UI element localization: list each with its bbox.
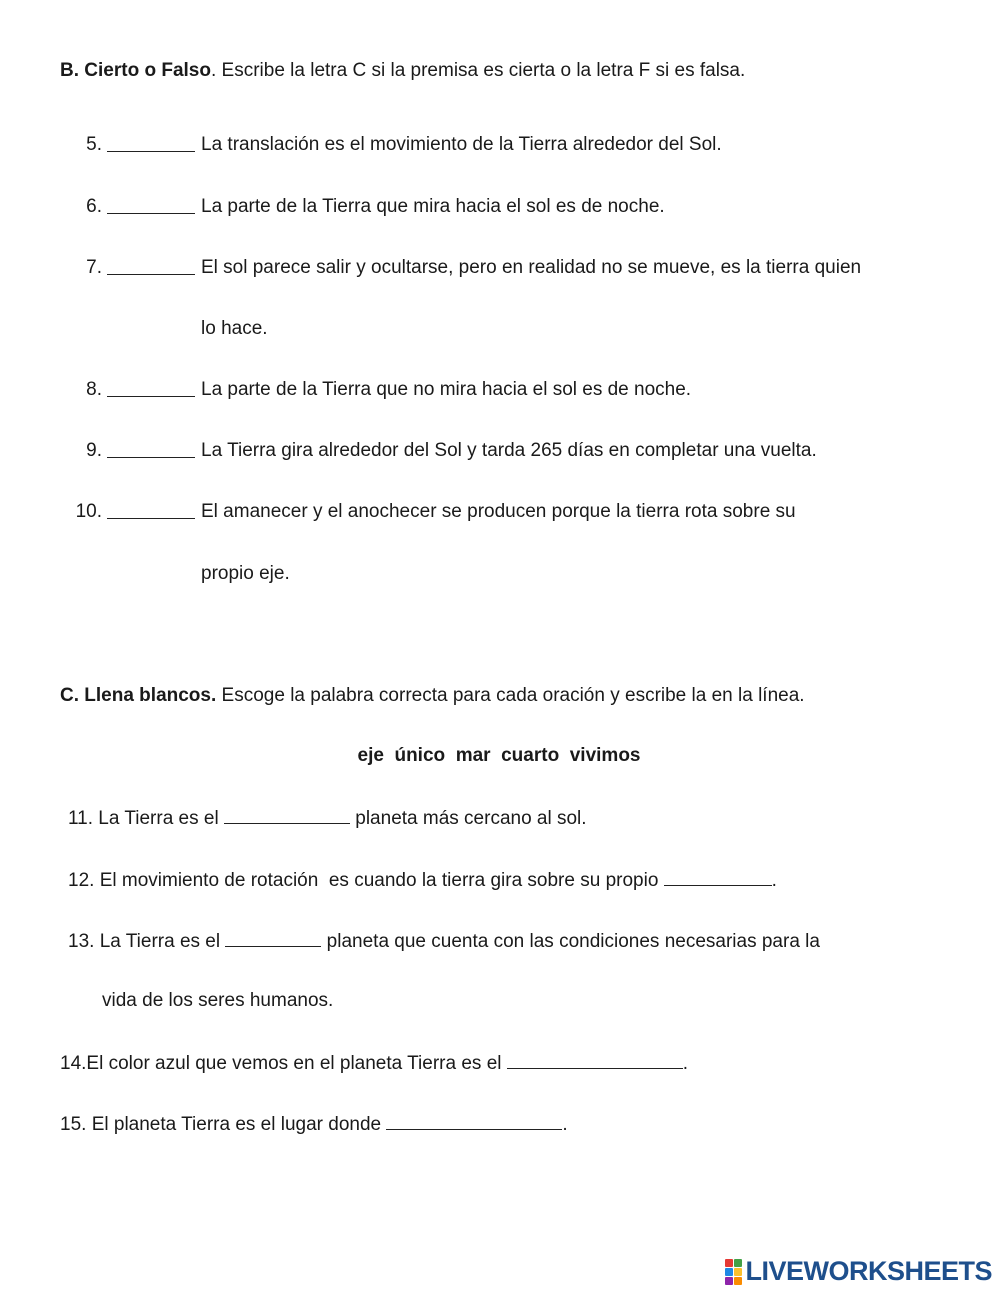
answer-blank[interactable] bbox=[664, 867, 772, 886]
item-text-after: . bbox=[562, 1114, 568, 1135]
list-item bbox=[60, 1111, 568, 1137]
answer-blank[interactable] bbox=[507, 1050, 683, 1069]
item-number: 7. bbox=[86, 257, 102, 278]
item-text: El sol parece salir y ocultarse, pero en realidad no se mueve, es la tierra quien bbox=[201, 257, 862, 278]
item-text: La parte de la Tierra que no mira hacia el sol es de noche. bbox=[201, 379, 692, 400]
item-text-continued: vida de los seres humanos. bbox=[102, 990, 334, 1011]
item-text-after: planeta que cuenta con las condiciones necesarias para la bbox=[326, 931, 820, 952]
answer-blank[interactable] bbox=[107, 439, 195, 458]
item-text-continued: propio eje. bbox=[201, 563, 290, 584]
item-number: 11. bbox=[68, 808, 94, 829]
answer-blank[interactable] bbox=[225, 928, 321, 947]
word-bank: eje único mar cuarto vivimos bbox=[357, 745, 641, 766]
list-item bbox=[68, 867, 777, 893]
section-c-heading bbox=[60, 684, 805, 708]
list-item bbox=[68, 805, 587, 831]
item-number: 6. bbox=[86, 196, 102, 217]
item-text: La Tierra gira alrededor del Sol y tarda 265 días en completar una vuelta. bbox=[201, 440, 817, 461]
item-text-before: El movimiento de rotación es cuando la tierra gira sobre su propio bbox=[99, 870, 659, 891]
section-c-instruction: Escoge la palabra correcta para cada oración y escribe la en la línea. bbox=[216, 685, 805, 706]
answer-blank[interactable] bbox=[107, 378, 195, 397]
item-number: 9. bbox=[86, 440, 102, 461]
item-text-before: La Tierra es el bbox=[99, 931, 221, 952]
item-number: 12. bbox=[68, 870, 95, 891]
item-text-before: La Tierra es el bbox=[98, 808, 219, 829]
liveworksheets-logo bbox=[725, 1256, 992, 1287]
item-text-after: planeta más cercano al sol. bbox=[355, 808, 587, 829]
section-b-title: B. Cierto o Falso bbox=[60, 60, 211, 81]
answer-blank[interactable] bbox=[107, 133, 195, 152]
list-item bbox=[60, 1050, 688, 1076]
item-number: 10. bbox=[75, 501, 102, 522]
item-text-before: El color azul que vemos en el planeta Tierra es el bbox=[86, 1053, 502, 1074]
item-number: 14. bbox=[60, 1053, 87, 1074]
answer-blank[interactable] bbox=[107, 500, 195, 519]
item-number: 15. bbox=[60, 1114, 87, 1135]
answer-blank[interactable] bbox=[107, 195, 195, 214]
item-text-after: . bbox=[682, 1053, 689, 1074]
logo-blocks-icon bbox=[725, 1259, 742, 1285]
list-item bbox=[68, 928, 820, 954]
item-text-after: . bbox=[771, 870, 777, 891]
item-text: El amanecer y el anochecer se producen porque la tierra rota sobre su bbox=[201, 501, 796, 522]
section-b-heading bbox=[60, 59, 745, 83]
answer-blank[interactable] bbox=[386, 1111, 562, 1130]
answer-blank[interactable] bbox=[224, 805, 350, 824]
item-text: La parte de la Tierra que mira hacia el sol es de noche. bbox=[201, 196, 665, 217]
logo-text: LIVEWORKSHEETS bbox=[745, 1256, 992, 1286]
answer-blank[interactable] bbox=[107, 256, 195, 275]
item-text-before: El planeta Tierra es el lugar donde bbox=[91, 1114, 382, 1135]
item-number: 5. bbox=[86, 134, 102, 155]
item-text-continued: lo hace. bbox=[201, 318, 268, 339]
section-b-instruction: . Escribe la letra C si la premisa es cierta o la letra F si es falsa. bbox=[210, 60, 746, 81]
item-text: La translación es el movimiento de la Tierra alrededor del Sol. bbox=[201, 134, 722, 155]
item-number: 8. bbox=[86, 379, 102, 400]
item-number: 13. bbox=[68, 931, 95, 952]
section-c-title: C. Llena blancos. bbox=[60, 685, 217, 706]
